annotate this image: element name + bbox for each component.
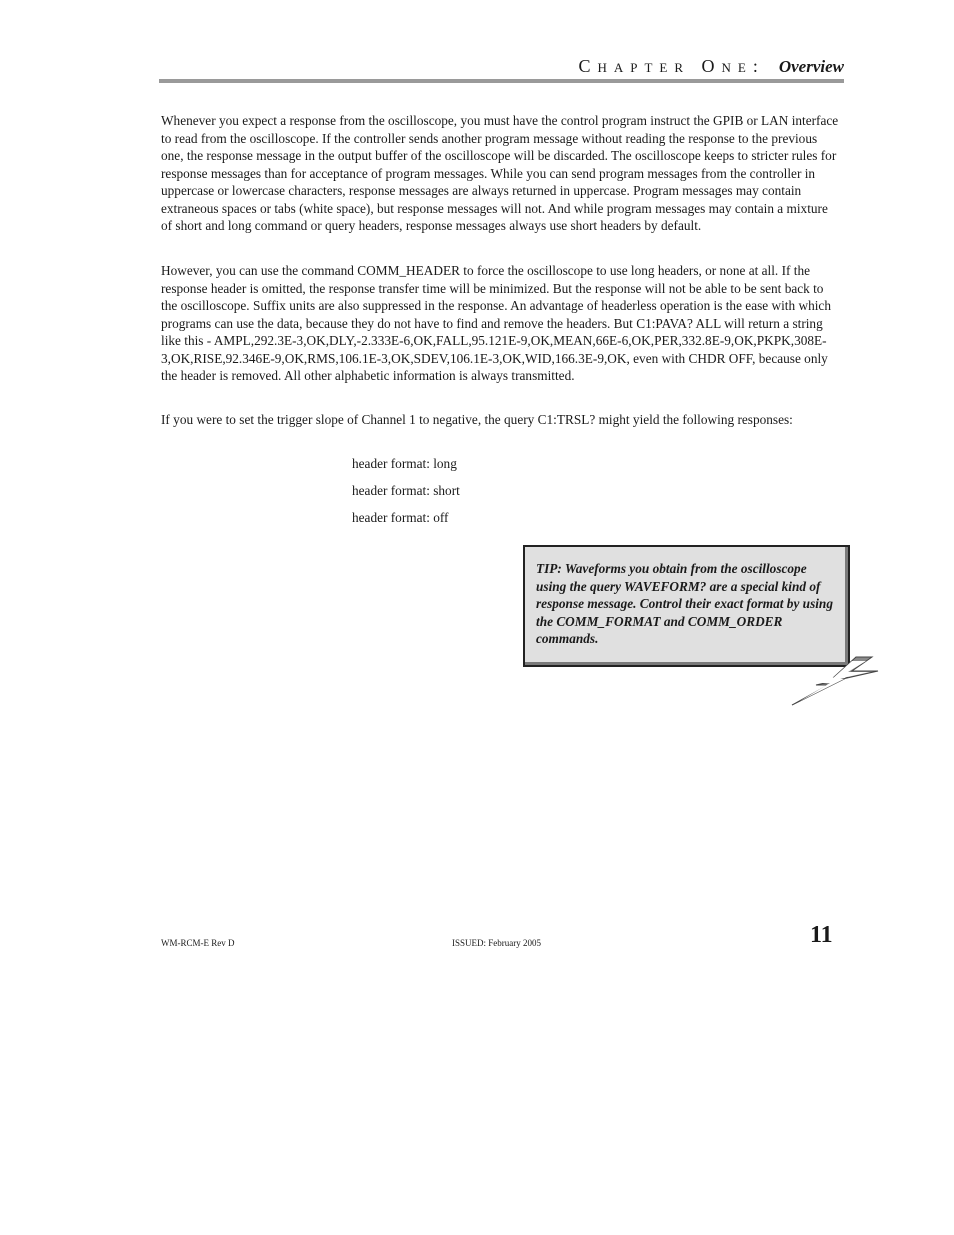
response-format: header format: long — [352, 456, 457, 471]
running-header — [160, 56, 844, 78]
paragraph-text: However, you can use the command COMM_HEADER to force the oscilloscope to use long headers, or none at all. If the response header is omitted, the response transfer time will be minimized. But the response will not be able to be sent back to the oscilloscope. Suffix units are also suppressed in the response. An advantage of headerless operation is the ease with which programs can use the data, because they do not have to find and remove the headers. But C1:PAVA? ALL will return a string like this - AMPL,292.3E-3,OK,DLY,-2.333E-6,OK,FALL,95.121E-9,OK,MEAN,66E-6,OK,PER,332.8E-9,OK,PKPK,308E-3,OK,RISE,92.346E-9,OK,RMS,106.1E-3,OK,SDEV,106.1E-3,OK,WID,166.3E-9,OK, even with CHDR OFF, because only the header is removed. All other alphabetic information is always transmitted. — [161, 263, 831, 383]
footer-issued-date: ISSUED: February 2005 — [452, 938, 541, 948]
page-number: 11 — [810, 922, 833, 948]
paragraph-comm-header — [161, 262, 841, 385]
paragraph-text: Whenever you expect a response from the oscilloscope, you must have the control program instruct the GPIB or LAN interface to read from the oscilloscope. If the controller sends another program message without reading the response to the previous one, the response message in the output buffer of the oscilloscope will be discarded. The oscilloscope keeps to stricter rules for response messages than for acceptance of program messages. While you can send program messages from the controller in uppercase or lowercase characters, response messages are always returned in uppercase. Program messages may contain extraneous spaces or tabs (white space), but response messages will not. And while program messages may contain a mixture of short and long command or query headers, response messages always use short headers by default. — [161, 113, 839, 233]
footer-doc-id: WM-RCM-E Rev D — [161, 938, 235, 948]
response-format: header format: short — [352, 483, 460, 498]
paragraph-response-rules — [161, 112, 841, 235]
section-title: Overview — [778, 57, 844, 76]
chapter-label: Chapter One: — [578, 56, 765, 76]
response-format: header format: off — [352, 510, 449, 525]
tip-callout — [523, 545, 850, 667]
lightning-bolt-icon — [788, 655, 880, 707]
paragraph-trigger-slope — [161, 411, 841, 429]
tip-text: TIP: Waveforms you obtain from the oscilloscope using the query WAVEFORM? are a special kind of response message. Control their exact format by using the COMM_FORMAT and COMM_ORDER commands. — [536, 561, 833, 647]
header-divider — [159, 79, 844, 83]
paragraph-text: If you were to set the trigger slope of Channel 1 to negative, the query C1:TRSL? might yield the following responses: — [161, 412, 793, 427]
